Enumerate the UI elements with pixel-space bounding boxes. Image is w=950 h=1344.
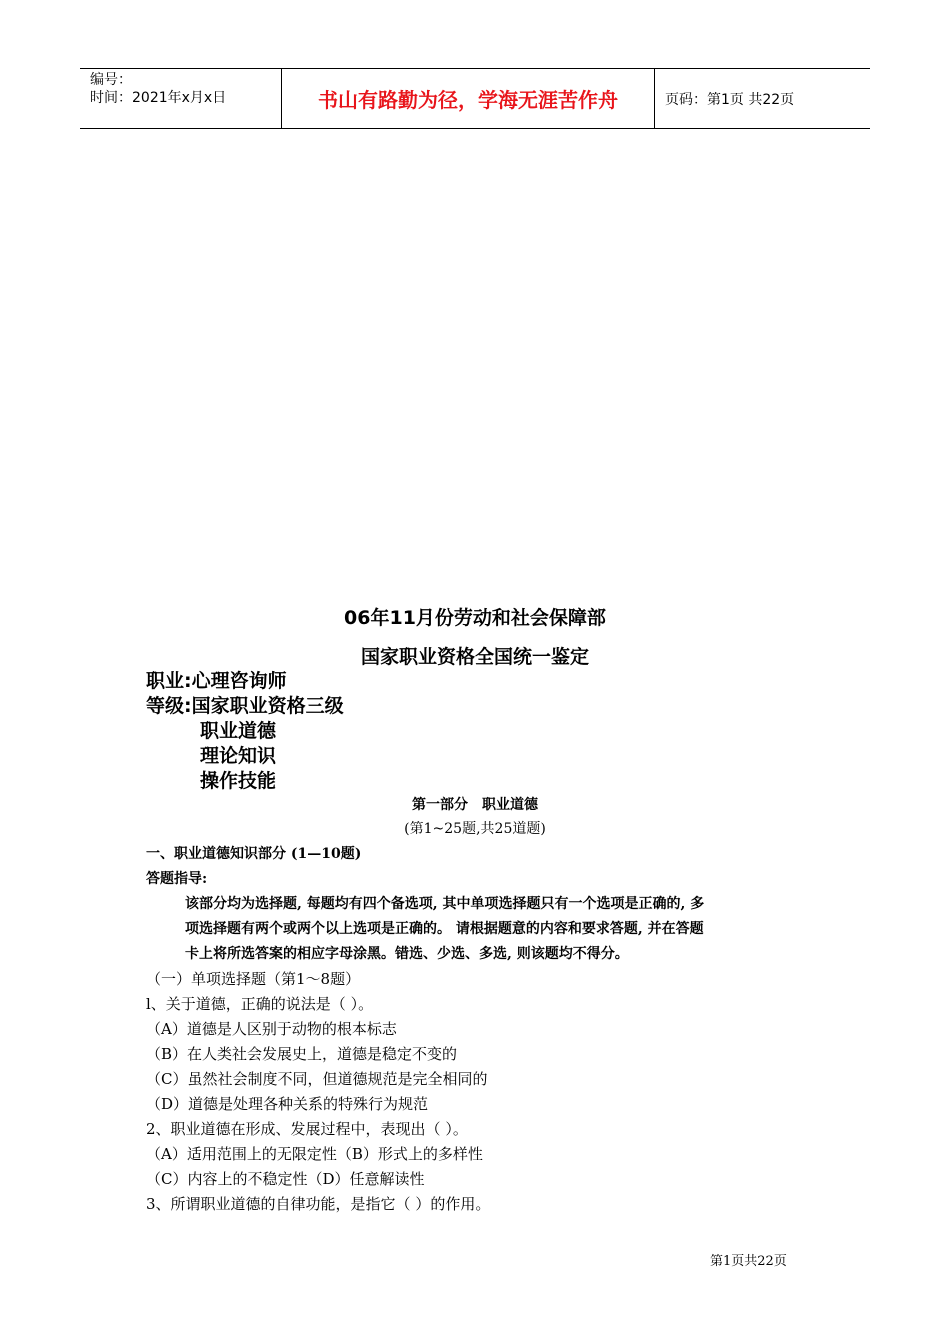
part-title: 第一部分 职业道德 bbox=[412, 797, 538, 813]
question-line: （C）内容上的不稳定性（D）任意解读性 bbox=[146, 1170, 425, 1188]
question-line: 2、职业道德在形成、发展过程中，表现出（ ）。 bbox=[146, 1120, 468, 1138]
page-footer: 第1页共22页 bbox=[710, 1254, 787, 1269]
time-text: 时间：2021年x月x日 bbox=[90, 90, 227, 106]
subject-theory: 理论知识 bbox=[200, 745, 277, 767]
header-page-cell bbox=[655, 69, 870, 128]
question-line: （一）单项选择题（第1～8题） bbox=[146, 970, 361, 988]
question-line: （C）虽然社会制度不同，但道德规范是完全相同的 bbox=[146, 1070, 488, 1088]
header-motto-cell bbox=[282, 69, 655, 128]
question-line: （B）在人类社会发展史上，道德是稳定不变的 bbox=[146, 1045, 458, 1063]
header-left-cell bbox=[80, 69, 282, 128]
section-title: 一、职业道德知识部分 (1—10题) bbox=[146, 846, 362, 862]
question-line: （D）道德是处理各种关系的特殊行为规范 bbox=[146, 1095, 429, 1113]
page-header bbox=[80, 68, 870, 129]
guide-line: 该部分均为选择题, 每题均有四个备选项, 其中单项选择题只有一个选项是正确的, 多 bbox=[185, 896, 705, 912]
level-line: 等级:国家职业资格三级 bbox=[146, 695, 344, 717]
question-line: （A）道德是人区别于动物的根本标志 bbox=[146, 1020, 397, 1038]
guide-line: 项选择题有两个或两个以上选项是正确的。 请根据题意的内容和要求答题, 并在答题 bbox=[185, 921, 704, 937]
guide-label: 答题指导: bbox=[146, 871, 208, 887]
question-line: l、关于道德，正确的说法是（ ）。 bbox=[146, 995, 374, 1013]
motto-text: 书山有路勤为径，学海无涯苦作舟 bbox=[318, 88, 618, 112]
doc-title-line1: 06年11月份劳动和社会保障部 bbox=[344, 607, 606, 629]
question-line: （A）适用范围上的无限定性（B）形式上的多样性 bbox=[146, 1145, 483, 1163]
subject-ethics: 职业道德 bbox=[200, 720, 277, 742]
doc-title-line2: 国家职业资格全国统一鉴定 bbox=[360, 646, 589, 668]
part-range: (第1~25题,共25道题) bbox=[404, 821, 546, 837]
subject-skills: 操作技能 bbox=[200, 770, 277, 792]
question-line: 3、所谓职业道德的自律功能，是指它（ ）的作用。 bbox=[146, 1195, 491, 1213]
occupation-line: 职业:心理咨询师 bbox=[146, 670, 287, 692]
serial-label: 编号： bbox=[90, 72, 132, 88]
guide-line: 卡上将所选答案的相应字母涂黑。错选、少选、多选, 则该题均不得分。 bbox=[185, 946, 629, 962]
page-code: 页码：第1页 共22页 bbox=[665, 91, 795, 108]
